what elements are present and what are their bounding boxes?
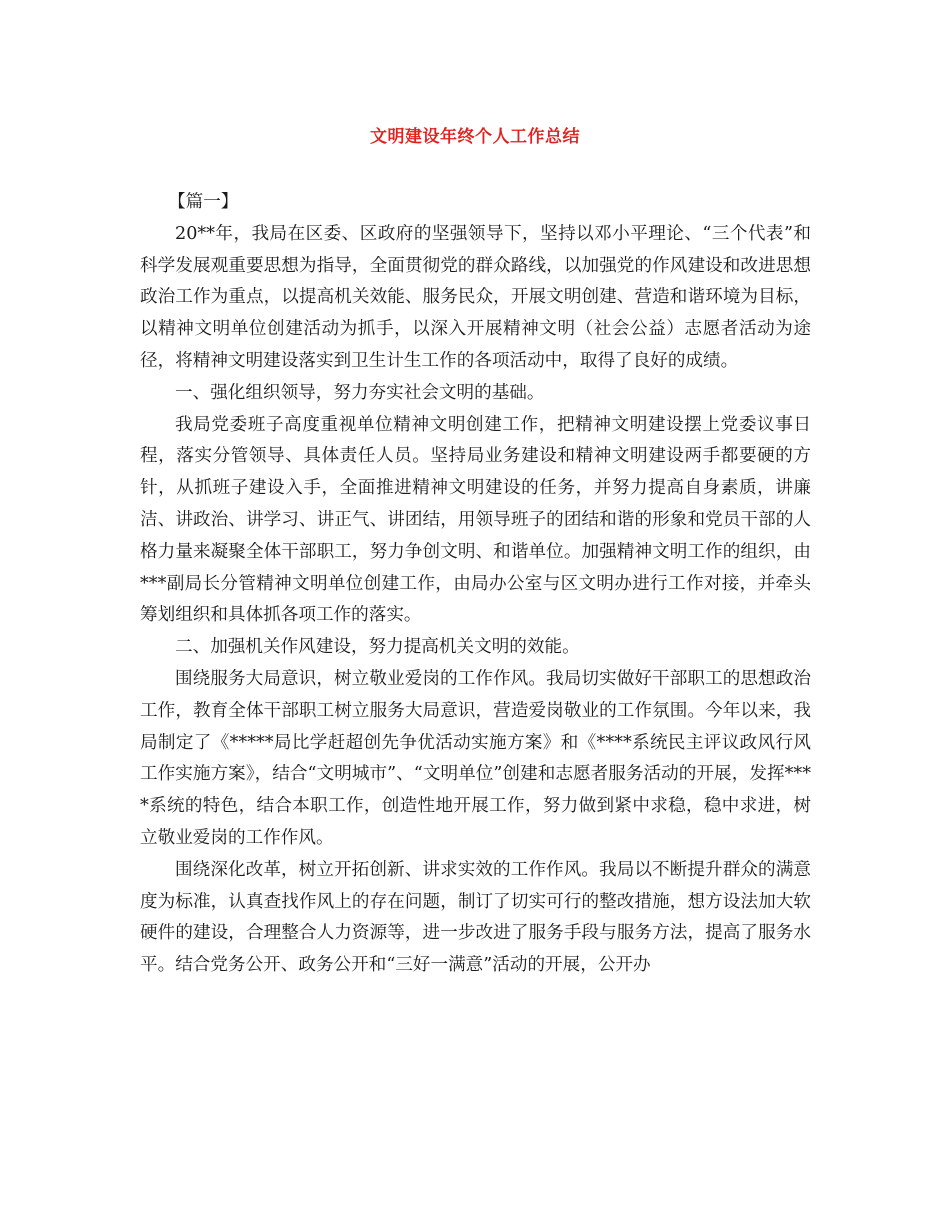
paragraph-organization: 我局党委班子高度重视单位精神文明创建工作，把精神文明建设摆上党委议事日程，落实分管领导、具体责任人员。坚持局业务建设和精神文明建设两手都要硬的方针，从抓班子建设入手，全面推进精神文明建设的任务，并努力提高自身素质，讲廉洁、讲政治、讲学习、讲正气、讲团结，用领导班子的团结和谐的形象和党员干部的人格力量来凝聚全体干部职工，努力争创文明、和谐单位。加强精神文明工作的组织，由***副局长分管精神文明单位创建工作，由局办公室与区文明办进行工作对接，并牵头筹划组织和具体抓各项工作的落实。 (140, 414, 811, 626)
document-body (140, 187, 811, 982)
section-label: 【篇一】 (168, 192, 239, 212)
document-title: 文明建设年终个人工作总结 (370, 127, 580, 147)
paragraph-reform: 围绕深化改革，树立开拓创新、讲求实效的工作作风。我局以不断提升群众的满意度为标准，认真查找作风上的存在问题，制订了切实可行的整改措施，想方设法加大软硬件的建设，合理整合人力资源等，进一步改进了服务手段与服务方法，提高了服务水平。结合党务公开、政务公开和“三好一满意”活动的开展，公开办 (140, 859, 811, 976)
paragraph-intro: 20**年，我局在区委、区政府的坚强领导下，坚持以邓小平理论、“三个代表”和科学发展观重要思想为指导，全面贯彻党的群众路线，以加强党的作风建设和改进思想政治工作为重点，以提高机关效能、服务民众，开展文明创建、营造和谐环境为目标，以精神文明单位创建活动为抓手，以深入开展精神文明（社会公益）志愿者活动为途径，将精神文明建设落实到卫生计生工作的各项活动中，取得了良好的成绩。 (140, 223, 811, 371)
heading-section-2: 二、加强机关作风建设，努力提高机关文明的效能。 (175, 637, 580, 658)
paragraph-service-awareness: 围绕服务大局意识，树立敬业爱岗的工作作风。我局切实做好干部职工的思想政治工作，教育全体干部职工树立服务大局意识，营造爱岗敬业的工作氛围。今年以来，我局制定了《*****局比学赶超创先争优活动实施方案》和《****系统民主评议政风行风工作实施方案》，结合“文明城市”、“文明单位”创建和志愿者服务活动的开展，发挥****系统的特色，结合本职工作，创造性地开展工作，努力做到紧中求稳，稳中求进，树立敬业爱岗的工作作风。 (140, 668, 811, 848)
heading-section-1: 一、强化组织领导，努力夯实社会文明的基础。 (175, 382, 545, 403)
